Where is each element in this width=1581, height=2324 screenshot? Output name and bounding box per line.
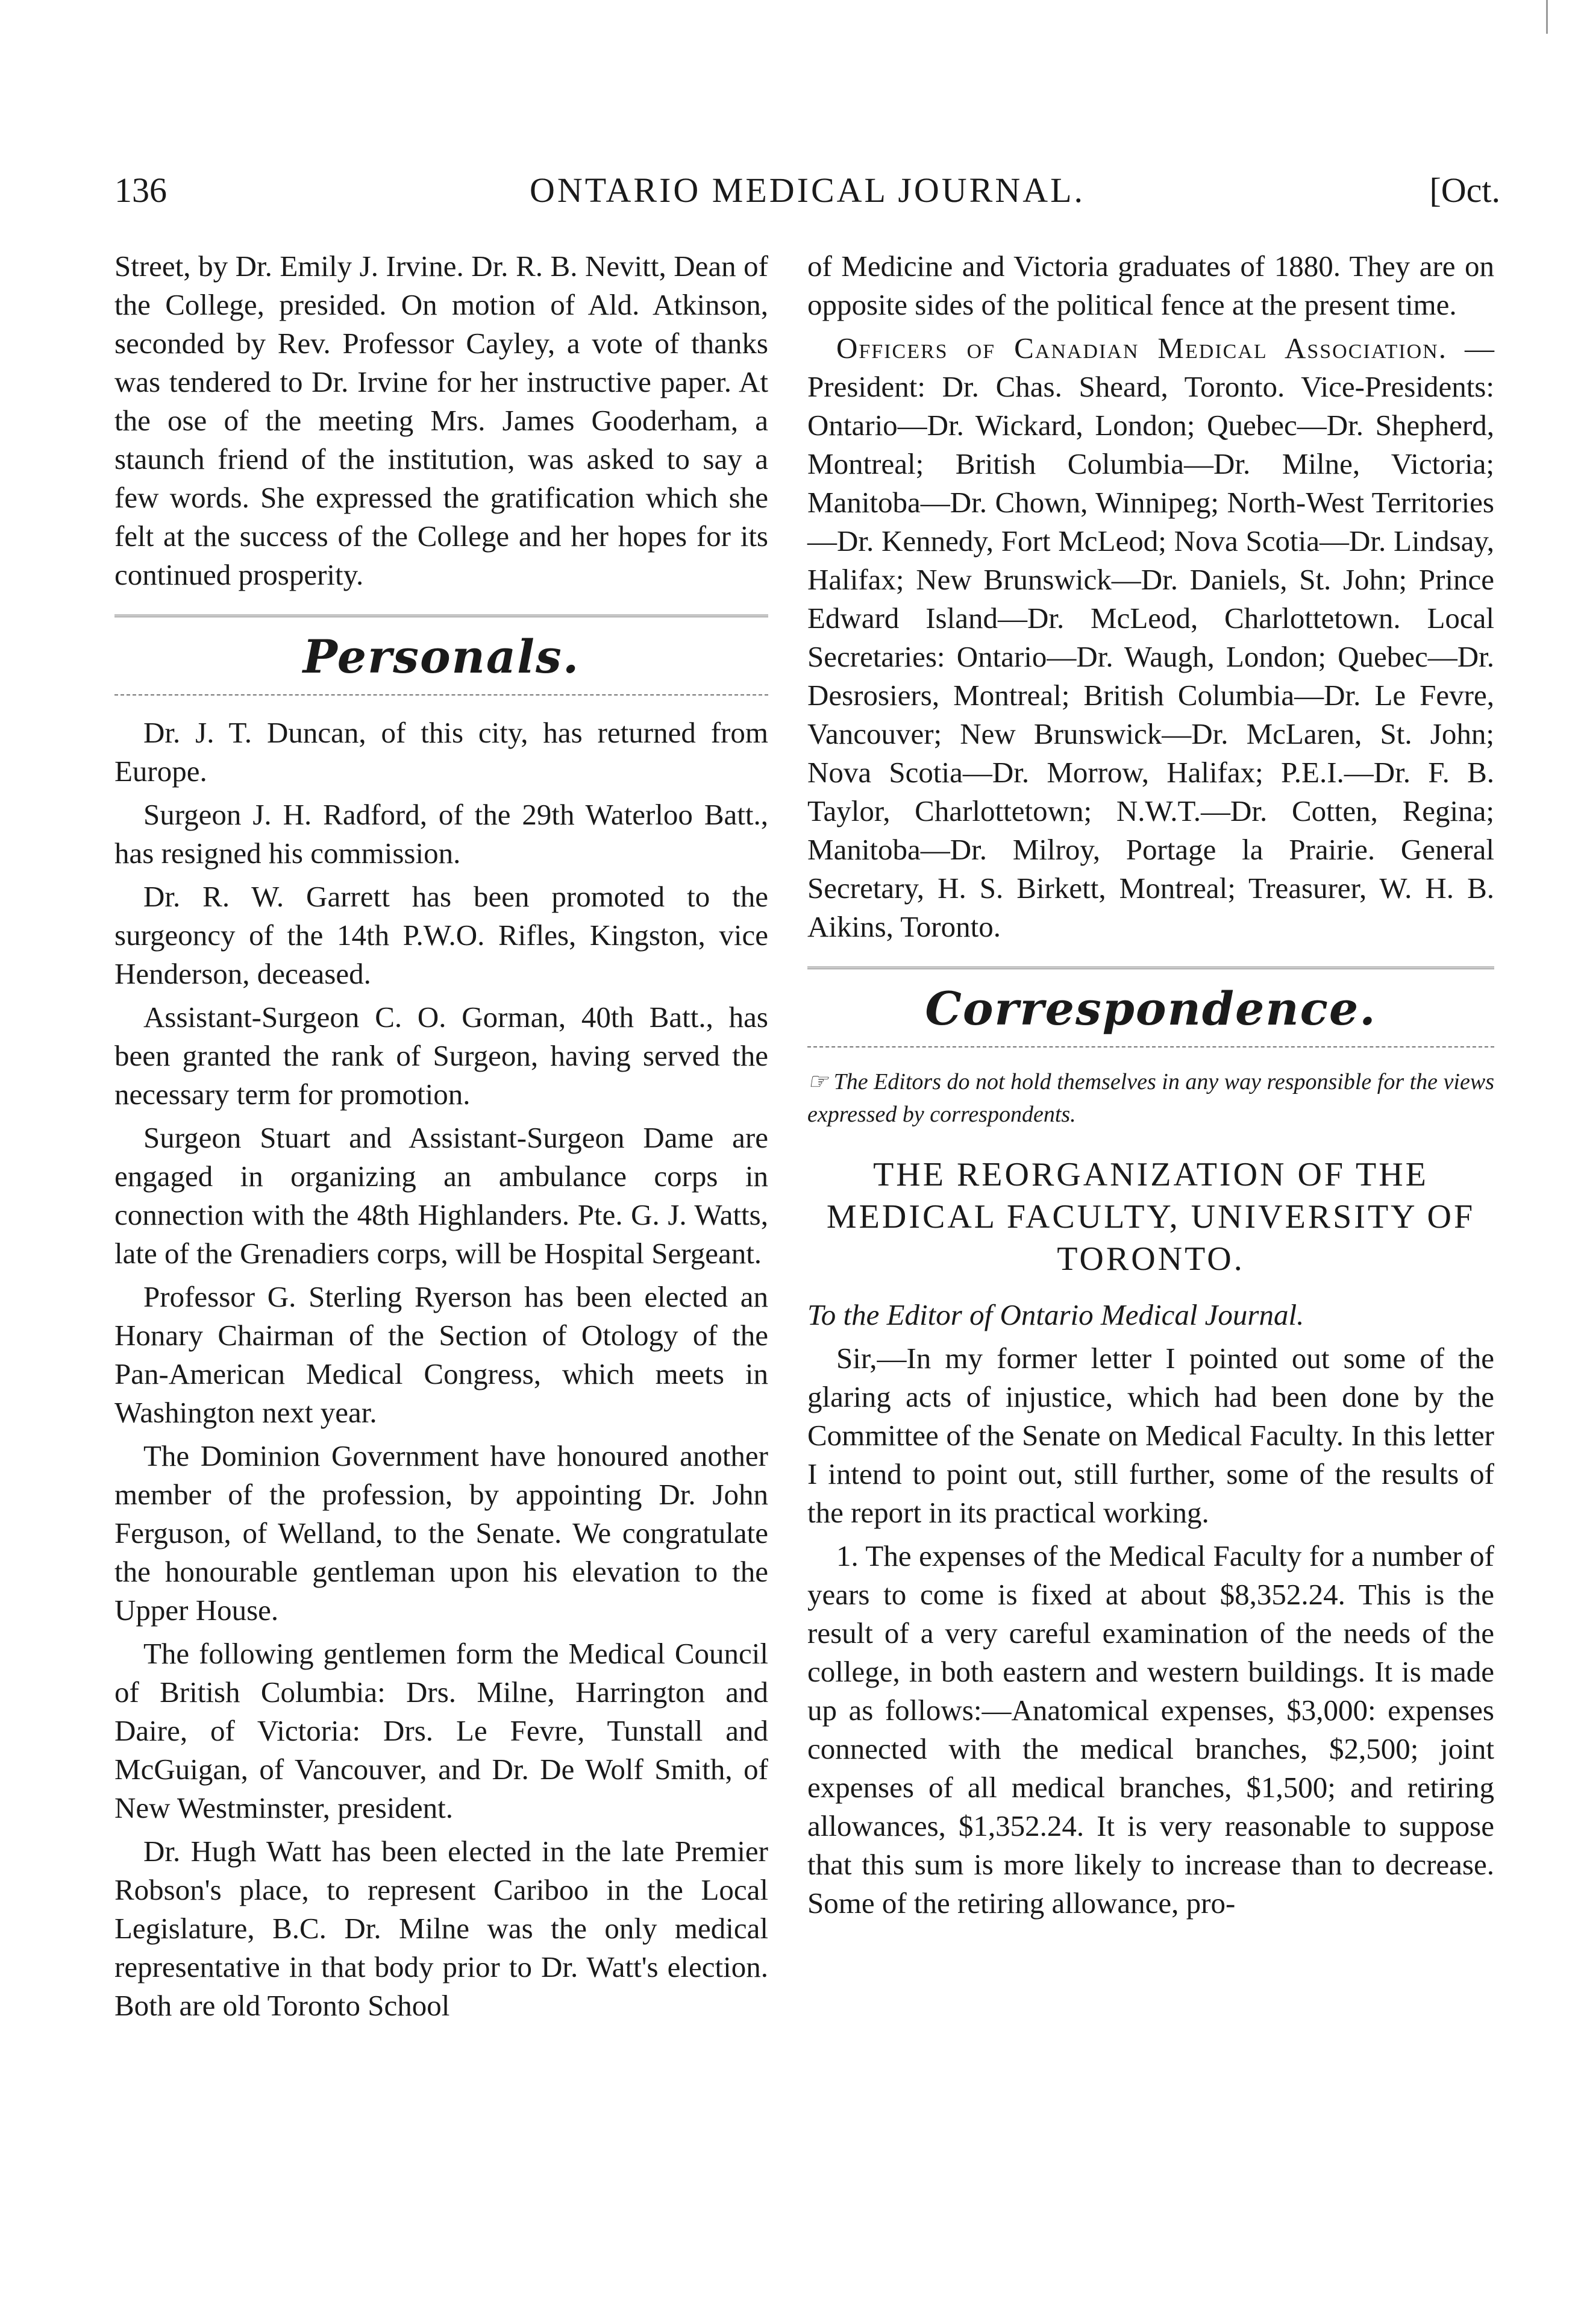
page-number: 136 (114, 171, 167, 210)
continuation-paragraph: of Medicine and Victoria graduates of 1880. They are on opposite sides of the political fence at the present time. (807, 250, 1494, 321)
letter-paragraph: 1. The expenses of the Medical Faculty for a number of years to come is fixed at about $8,352.24. This is the result of a very careful examination of the needs of the college, in both eastern and western buildings. It is made up as follows:—Anatomical expenses, $3,000: expenses connected with the medical branches, $2,500; joint expenses of all medical branches, $1,500; and retiring allowances, $1,352.24. It is very reasonable to suppose that this sum is more likely to increase than to decrease. Some of the retiring allowance, pro- (807, 1539, 1494, 1920)
right-column (807, 247, 1494, 1923)
personal-item: Assistant-Surgeon C. O. Gorman, 40th Batt., has been granted the rank of Surgeon, having served the necessary term for promotion. (114, 1000, 768, 1111)
personal-item: Dr. J. T. Duncan, of this city, has returned from Europe. (114, 716, 768, 788)
personal-item: The Dominion Government have honoured another member of the profession, by appointing Dr. John Ferguson, of Welland, to the Senate. We congratulate the honourable gentleman upon his elevation to the Upper House. (114, 1439, 768, 1627)
officers-paragraph (807, 329, 1494, 946)
running-header (114, 170, 1500, 218)
intro-paragraph: Street, by Dr. Emily J. Irvine. Dr. R. B. Nevitt, Dean of the College, presided. On motion of Ald. Atkinson, seconded by Rev. Professor Cayley, a vote of thanks was tendered to Dr. Irvine for her instructive paper. At the ose of the meeting Mrs. James Gooderham, a staunch friend of the institution, was asked to say a few words. She expressed the gratification which she felt at the success of the College and her hopes for its continued prosperity. (114, 250, 768, 591)
personal-item: Dr. Hugh Watt has been elected in the late Premier Robson's place, to represent Cariboo in the Local Legislature, B.C. Dr. Milne was the only medical representative in that body prior to Dr. Watt's election. Both are old Toronto School (114, 1835, 768, 2022)
personal-item: Professor G. Sterling Ryerson has been elected an Honary Chairman of the Section of Otology of the Pan-American Medical Congress, which meets in Washington next year. (114, 1280, 768, 1429)
correspondence-heading: Correspondence. (925, 982, 1377, 1035)
officers-heading: Officers of Canadian Medical Association. (836, 331, 1447, 365)
salutation: To the Editor of Ontario Medical Journal. (807, 1298, 1304, 1331)
personal-item: Surgeon Stuart and Assistant-Surgeon Dame are engaged in organizing an ambulance corps in connection with the 48th Highlanders. Pte. G. J. Watts, late of the Grenadiers corps, will be Hospital Sergeant. (114, 1121, 768, 1270)
personal-item: The following gentlemen form the Medical Council of British Columbia: Drs. Milne, Harrington and Daire, of Victoria: Drs. Le Fevre, Tunstall and McGuigan, of Vancouver, and Dr. De Wolf Smith, of New Westminster, president. (114, 1637, 768, 1824)
editor-disclaimer: ☞ The Editors do not hold themselves in any way responsible for the views expressed by correspondents. (807, 1069, 1494, 1127)
section-divider (807, 967, 1494, 969)
left-column (114, 247, 768, 2025)
personals-heading: Personals. (302, 630, 580, 683)
officers-text: —President: Dr. Chas. Sheard, Toronto. Vice-Presidents: Ontario—Dr. Wickard, London; Quebec—Dr. Shepherd, Montreal; British Columbia—Dr. Milne, Victoria; Manitoba—Dr. Chown, Winnipeg; North-West Territories—Dr. Kennedy, Fort McLeod; Nova Scotia—Dr. Lindsay, Halifax; New Brunswick—Dr. Daniels, St. John; Prince Edward Island—Dr. McLeod, Charlottetown. Local Secretaries: Ontario—Dr. Waugh, London; Quebec—Dr. Desrosiers, Montreal; British Columbia—Dr. Le Fevre, Vancouver; New Brunswick—Dr. McLaren, St. John; Nova Scotia—Dr. Morrow, Halifax; P.E.I.—Dr. F. B. Taylor, Charlottetown; N.W.T.—Dr. Cotten, Regina; Manitoba—Dr. Milroy, Portage la Prairie. General Secretary, H. S. Birkett, Montreal; Treasurer, W. H. B. Aikins, Toronto. (807, 331, 1494, 943)
personal-item: Surgeon J. H. Radford, of the 29th Waterloo Batt., has resigned his commission. (114, 798, 768, 870)
section-divider (114, 694, 768, 696)
letter-paragraph: Sir,—In my former letter I pointed out some of the glaring acts of injustice, which had been done by the Committee of the Senate on Medical Faculty. In this letter I intend to point out, still further, some of the results of the report in its practical working. (807, 1342, 1494, 1529)
section-divider (114, 615, 768, 617)
issue-month: [Oct. (1429, 171, 1500, 210)
section-divider (807, 1046, 1494, 1047)
journal-title: ONTARIO MEDICAL JOURNAL. (529, 171, 1086, 210)
scan-edge-mark (1546, 0, 1548, 34)
personal-item: Dr. R. W. Garrett has been promoted to the surgeoncy of the 14th P.W.O. Rifles, Kingston, vice Henderson, deceased. (114, 880, 768, 990)
article-title: THE REORGANIZATION OF THE MEDICAL FACULTY, UNIVERSITY OF TORONTO. (826, 1156, 1476, 1278)
